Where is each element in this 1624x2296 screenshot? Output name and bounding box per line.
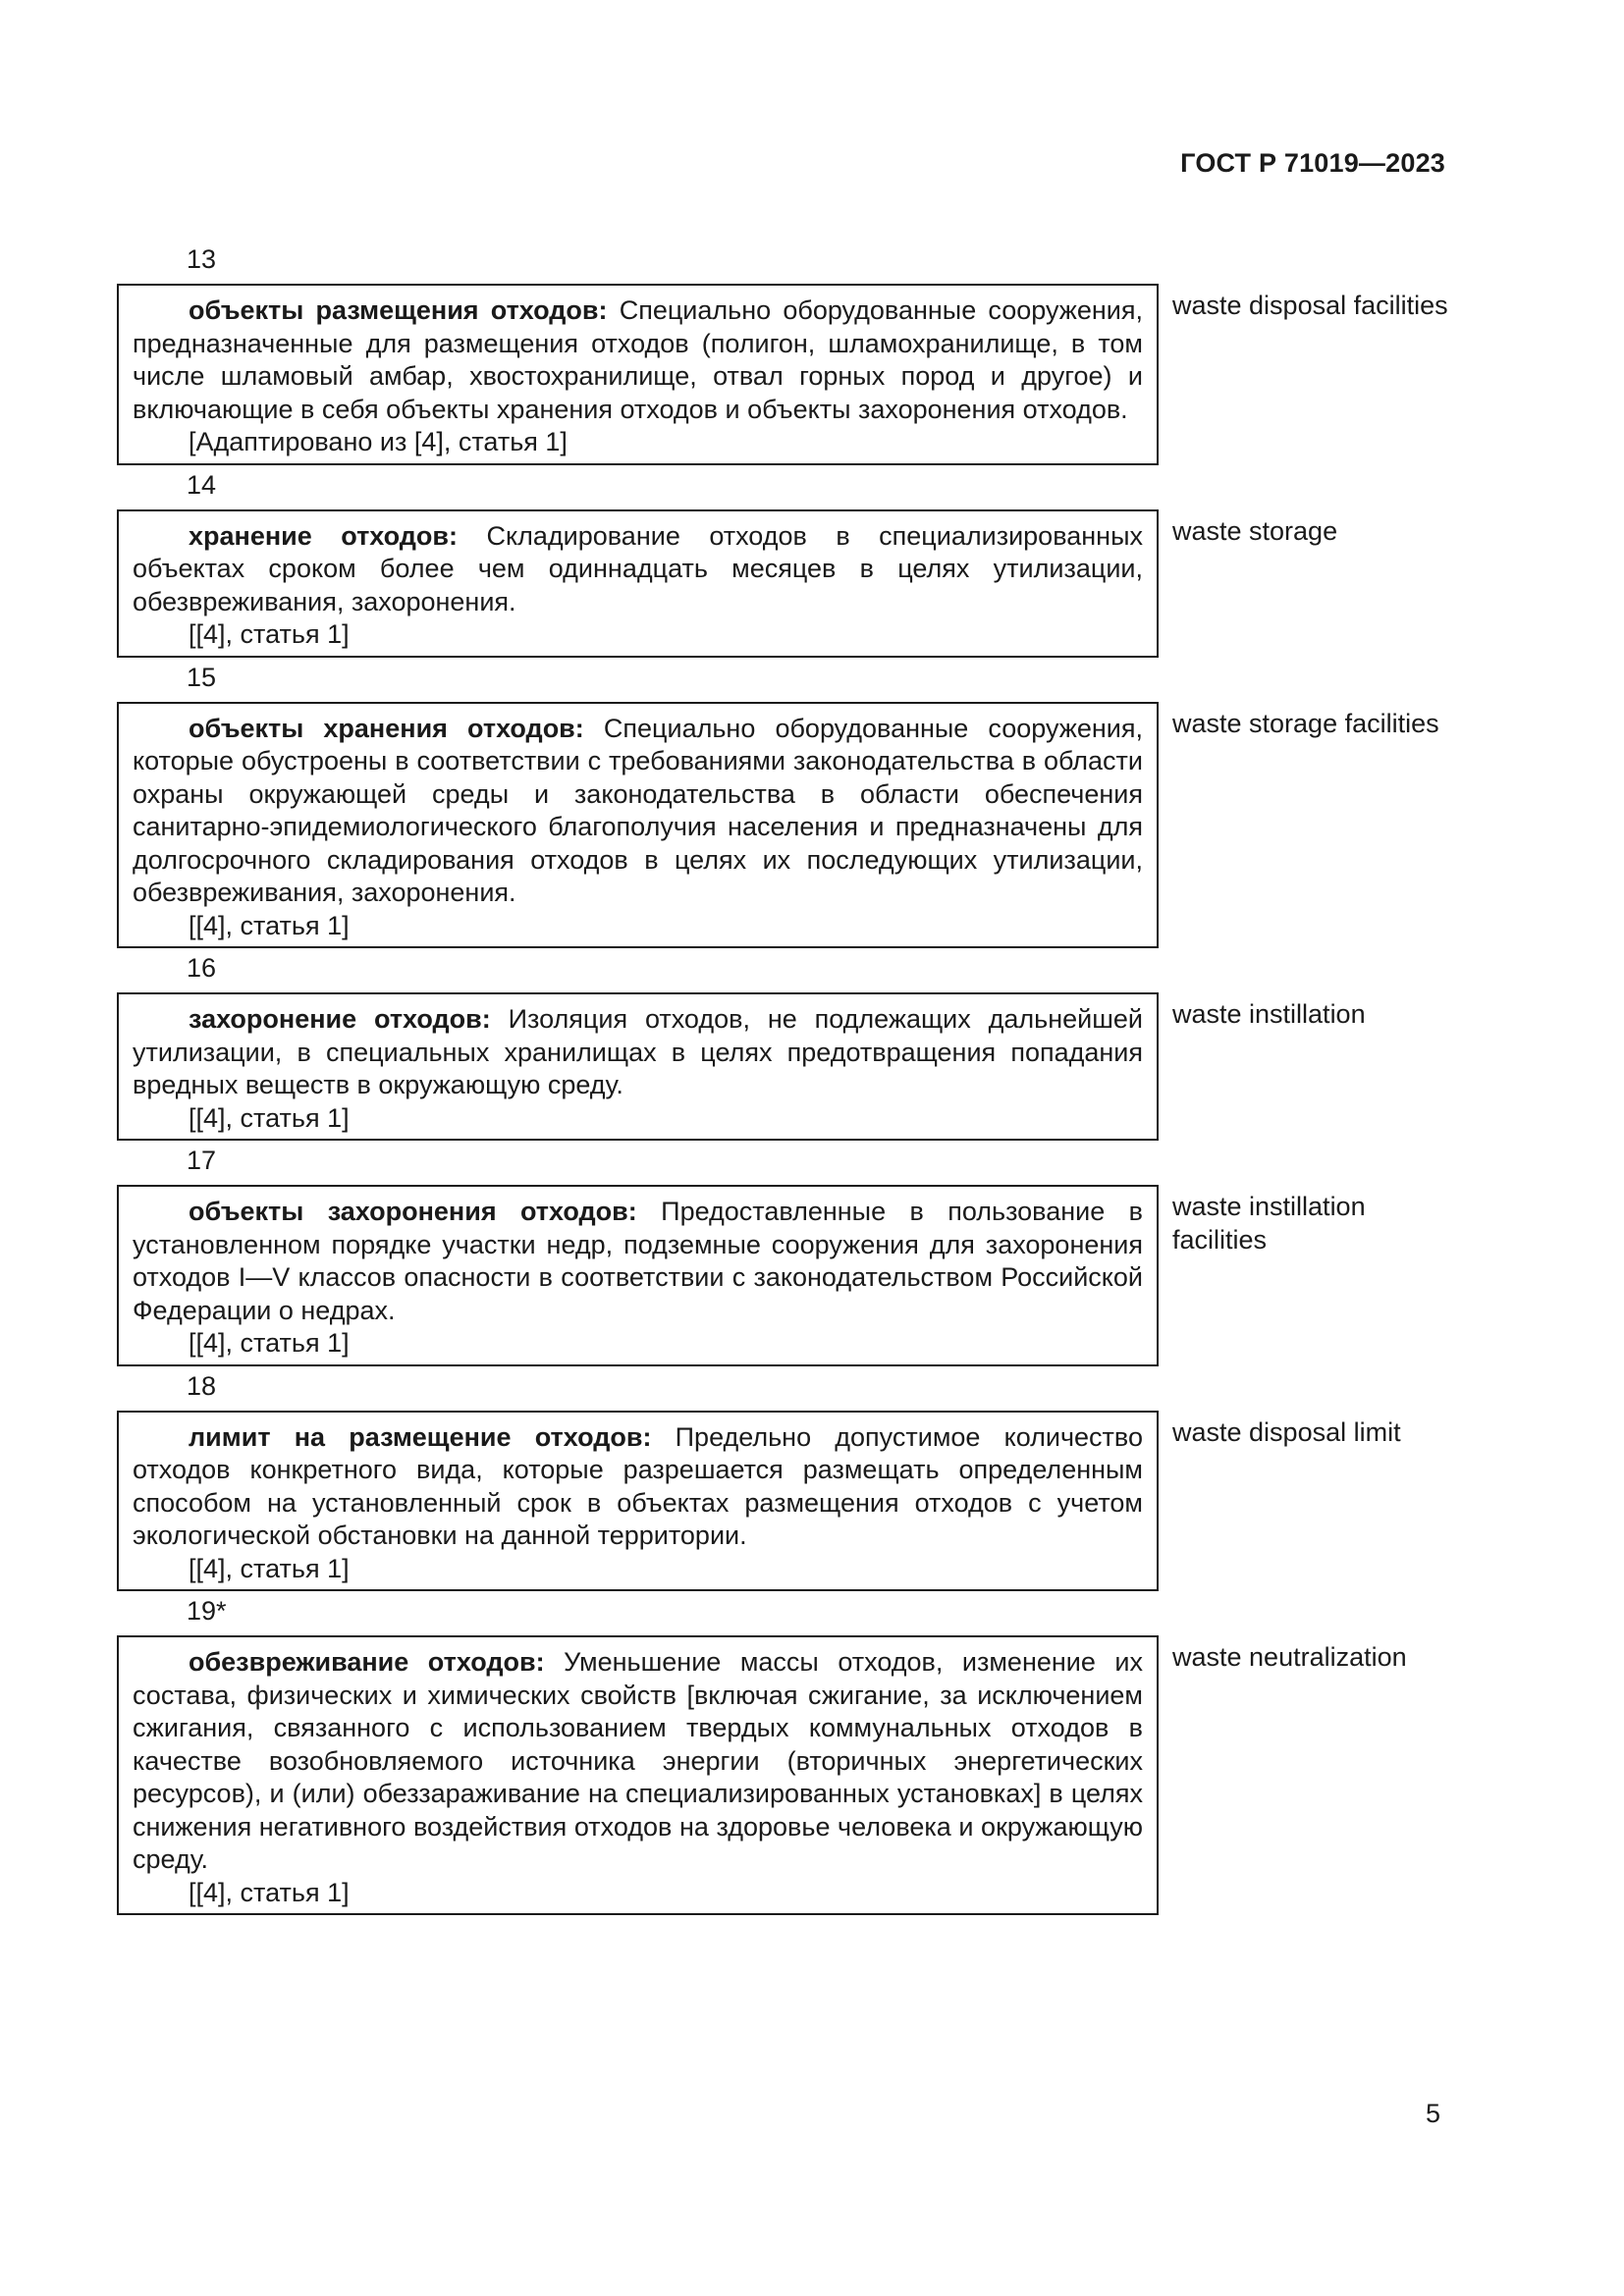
english-equivalent: waste instillation facilities xyxy=(1172,1192,1366,1255)
document-code: ГОСТ Р 71019—2023 xyxy=(1180,148,1445,178)
term-source: [[4], статья 1] xyxy=(189,619,350,649)
term-definition-box xyxy=(117,1635,1159,1915)
term-definition-box xyxy=(117,992,1159,1141)
term-source: [[4], статья 1] xyxy=(189,1553,350,1583)
term-definition: Специально оборудованные сооружения, которые обустроены в соответствии с требованиями законодательства в области охраны окружающей среды и законодательства в области обеспечения санитарно-эпидемиологического благополучия населения и предназначены для долгосрочного складирования отходов в целях их последующих утилизации, обезвреживания, захоронения. xyxy=(133,713,1143,907)
term-entry-16 xyxy=(117,948,1433,1141)
term-number: 17 xyxy=(187,1146,217,1175)
term-definition: Предельно допустимое количество отходов конкретного вида, которые разрешается размещать определенным способом на установленный срок в объектах размещения отходов с учетом экологической обстановки на данной территории. xyxy=(133,1421,1143,1550)
term-definition: Предоставленные в пользование в установленном порядке участки недр, подземные сооружения для захоронения отходов I—V классов опасности в соответствии с законодательством Российской Федерации о недрах. xyxy=(133,1197,1143,1325)
term-entry-14 xyxy=(117,465,1433,658)
term-name: обезвреживание отходов: xyxy=(189,1647,545,1677)
term-definition: Складирование отходов в специализированных объектах сроком более чем одиннадцать месяцев в целях утилизации, обезвреживания, захоронения. xyxy=(133,520,1143,616)
term-number: 19* xyxy=(187,1596,227,1626)
term-entry-18 xyxy=(117,1366,1433,1592)
english-equivalent: waste disposal facilities xyxy=(1172,291,1448,320)
term-definition-box xyxy=(117,702,1159,949)
page-number: 5 xyxy=(1426,2099,1441,2128)
term-definition: Изоляция отходов, не подлежащих дальнейшей утилизации, в специальных хранилищах в целях предотвращения попадания вредных веществ в окружающую среду. xyxy=(133,1004,1143,1099)
english-equivalent: waste neutralization xyxy=(1172,1642,1407,1672)
term-number: 15 xyxy=(187,662,217,692)
term-entry-15 xyxy=(117,658,1439,949)
term-definition-box xyxy=(117,284,1159,465)
english-equivalent: waste instillation xyxy=(1172,999,1366,1029)
term-entry-17 xyxy=(117,1141,1433,1366)
term-definition: Уменьшение массы отходов, изменение их состава, физических и химических свойств [включая сжигание, за исключением сжигания, связанного с использованием твердых коммунальных отходов в качестве возобновляемого источника энергии (вторичных энергетических ресурсов), и (или) обеззараживание на специализированных установках] в целях снижения негативного воздействия отходов на здоровье человека и окружающую среду. xyxy=(133,1647,1143,1874)
term-name: захоронение отходов: xyxy=(189,1004,491,1034)
term-name: хранение отходов: xyxy=(189,520,459,551)
english-equivalent: waste storage xyxy=(1172,515,1338,546)
english-equivalent: waste disposal limit xyxy=(1172,1416,1401,1447)
term-definition: Специально оборудованные сооружения, предназначенные для размещения отходов (полигон, шламохранилище, в том числе шламовый амбар, хвостохранилище, отвал горных пород и другое) и включающие в себя объекты хранения отходов и объекты захоронения отходов. xyxy=(133,295,1143,424)
term-source: [Адаптировано из [4], статья 1] xyxy=(189,427,568,456)
terms-list xyxy=(117,240,1448,1915)
term-source: [[4], статья 1] xyxy=(189,1877,350,1907)
term-name: объекты размещения отходов: xyxy=(189,295,608,325)
term-name: объекты хранения отходов: xyxy=(189,713,584,743)
term-number: 13 xyxy=(187,244,217,274)
term-definition-box xyxy=(117,1411,1159,1592)
term-entry-13 xyxy=(117,240,1448,465)
term-definition-box xyxy=(117,1185,1159,1366)
term-name: лимит на размещение отходов: xyxy=(189,1421,652,1452)
term-source: [[4], статья 1] xyxy=(189,910,350,940)
term-number: 14 xyxy=(187,469,217,500)
term-definition-box xyxy=(117,509,1159,658)
english-equivalent: waste storage facilities xyxy=(1172,708,1439,738)
term-number: 18 xyxy=(187,1370,217,1401)
term-name: объекты захоронения отходов: xyxy=(189,1197,637,1226)
term-entry-19 xyxy=(117,1591,1433,1915)
term-source: [[4], статья 1] xyxy=(189,1328,350,1358)
term-source: [[4], статья 1] xyxy=(189,1102,350,1133)
term-number: 16 xyxy=(187,953,217,983)
